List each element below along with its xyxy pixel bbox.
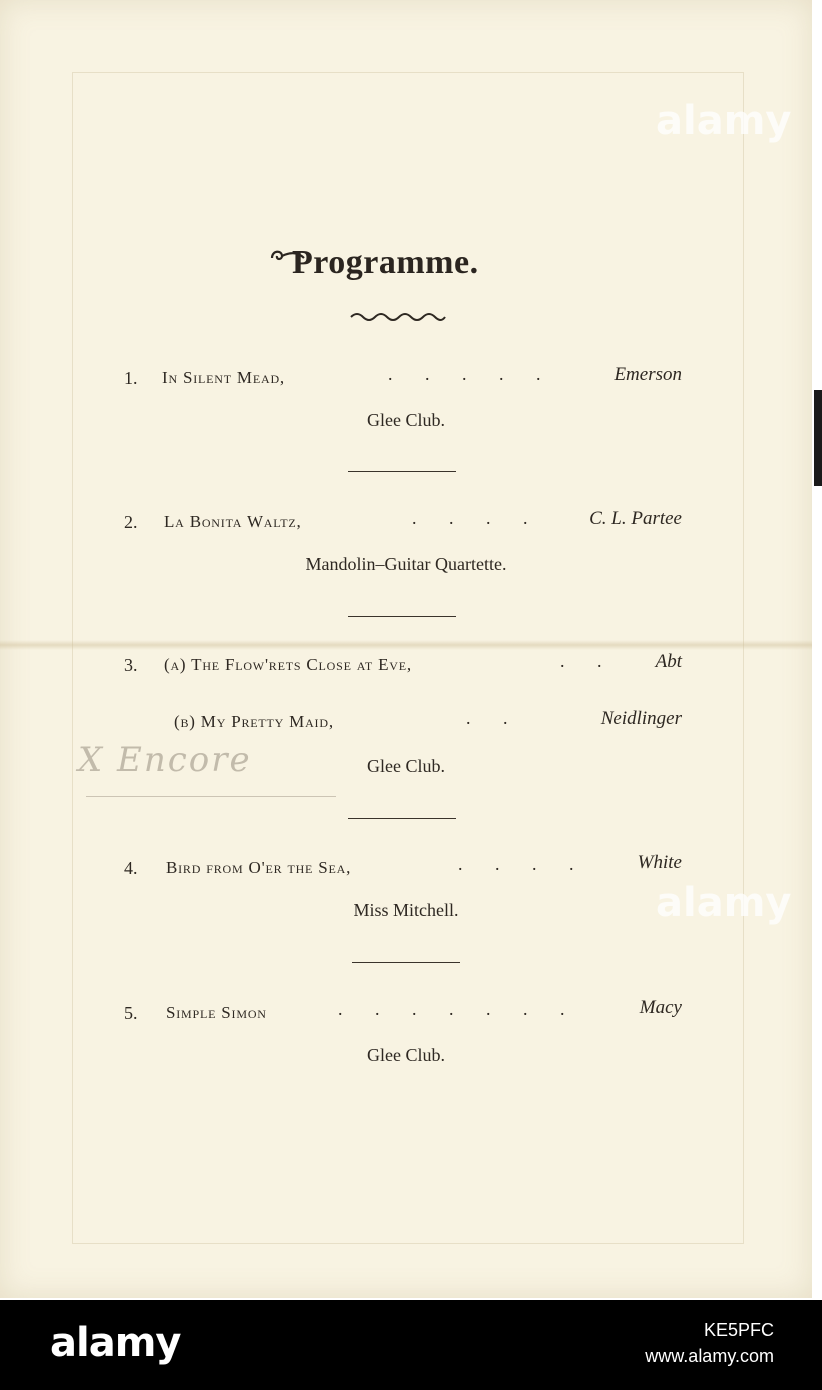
item-3-number: 3.	[124, 655, 138, 675]
item-5-composer: Macy	[639, 997, 682, 1018]
page-title	[268, 238, 508, 298]
watermark-top: alamy	[656, 98, 792, 144]
watermark-middle: alamy	[656, 880, 792, 926]
item-3-performer: Glee Club.	[367, 756, 445, 776]
title-squiggle-ornament	[349, 310, 447, 324]
item-3b-title: (b) My Pretty Maid,	[174, 712, 334, 731]
item-4-performer: Miss Mitchell.	[353, 900, 459, 920]
item-3b-leader-dots: . .	[466, 708, 522, 728]
item-3a-title: (a) The Flow'rets Close at Eve,	[164, 655, 412, 674]
item-2-title: La Bonita Waltz,	[164, 512, 302, 531]
divider-3	[348, 818, 456, 819]
footer-url: www.alamy.com	[645, 1346, 774, 1366]
item-2-performer: Mandolin–Guitar Quartette.	[305, 554, 507, 574]
footer-brand-logo: alamy	[50, 1320, 181, 1366]
item-4-composer: White	[637, 852, 682, 873]
item-4-title: Bird from O'er the Sea,	[166, 858, 352, 877]
footer-bar	[0, 1300, 822, 1390]
divider-1	[348, 471, 456, 472]
paper-fold	[0, 640, 812, 650]
item-5-title: Simple Simon	[166, 1003, 267, 1022]
item-1-performer: Glee Club.	[367, 410, 445, 430]
edge-mark	[814, 390, 822, 486]
item-2-number: 2.	[124, 512, 138, 532]
item-4-leader-dots: . . . .	[458, 854, 588, 874]
item-1-title: In Silent Mead,	[162, 368, 285, 387]
item-5-performer: Glee Club.	[367, 1045, 445, 1065]
item-3a-composer: Abt	[655, 651, 682, 672]
item-2-composer: C. L. Partee	[589, 508, 682, 529]
handwritten-annotation: X Encore	[78, 740, 252, 780]
item-5-number: 5.	[124, 1003, 138, 1023]
divider-4	[352, 962, 460, 963]
annotation-underline	[86, 796, 336, 797]
item-1-leader-dots: . . . . .	[388, 364, 555, 384]
item-1-composer: Emerson	[614, 364, 682, 385]
title-text: Programme.	[292, 244, 479, 281]
item-2-leader-dots: . . . .	[412, 508, 542, 528]
item-3b-composer: Neidlinger	[600, 708, 682, 729]
footer-image-id: KE5PFC	[703, 1320, 774, 1340]
item-5-leader-dots: . . . . . . .	[338, 999, 579, 1019]
item-3a-leader-dots: . .	[560, 651, 616, 671]
item-4-number: 4.	[124, 858, 138, 878]
divider-2	[348, 616, 456, 617]
item-1-number: 1.	[124, 368, 138, 388]
